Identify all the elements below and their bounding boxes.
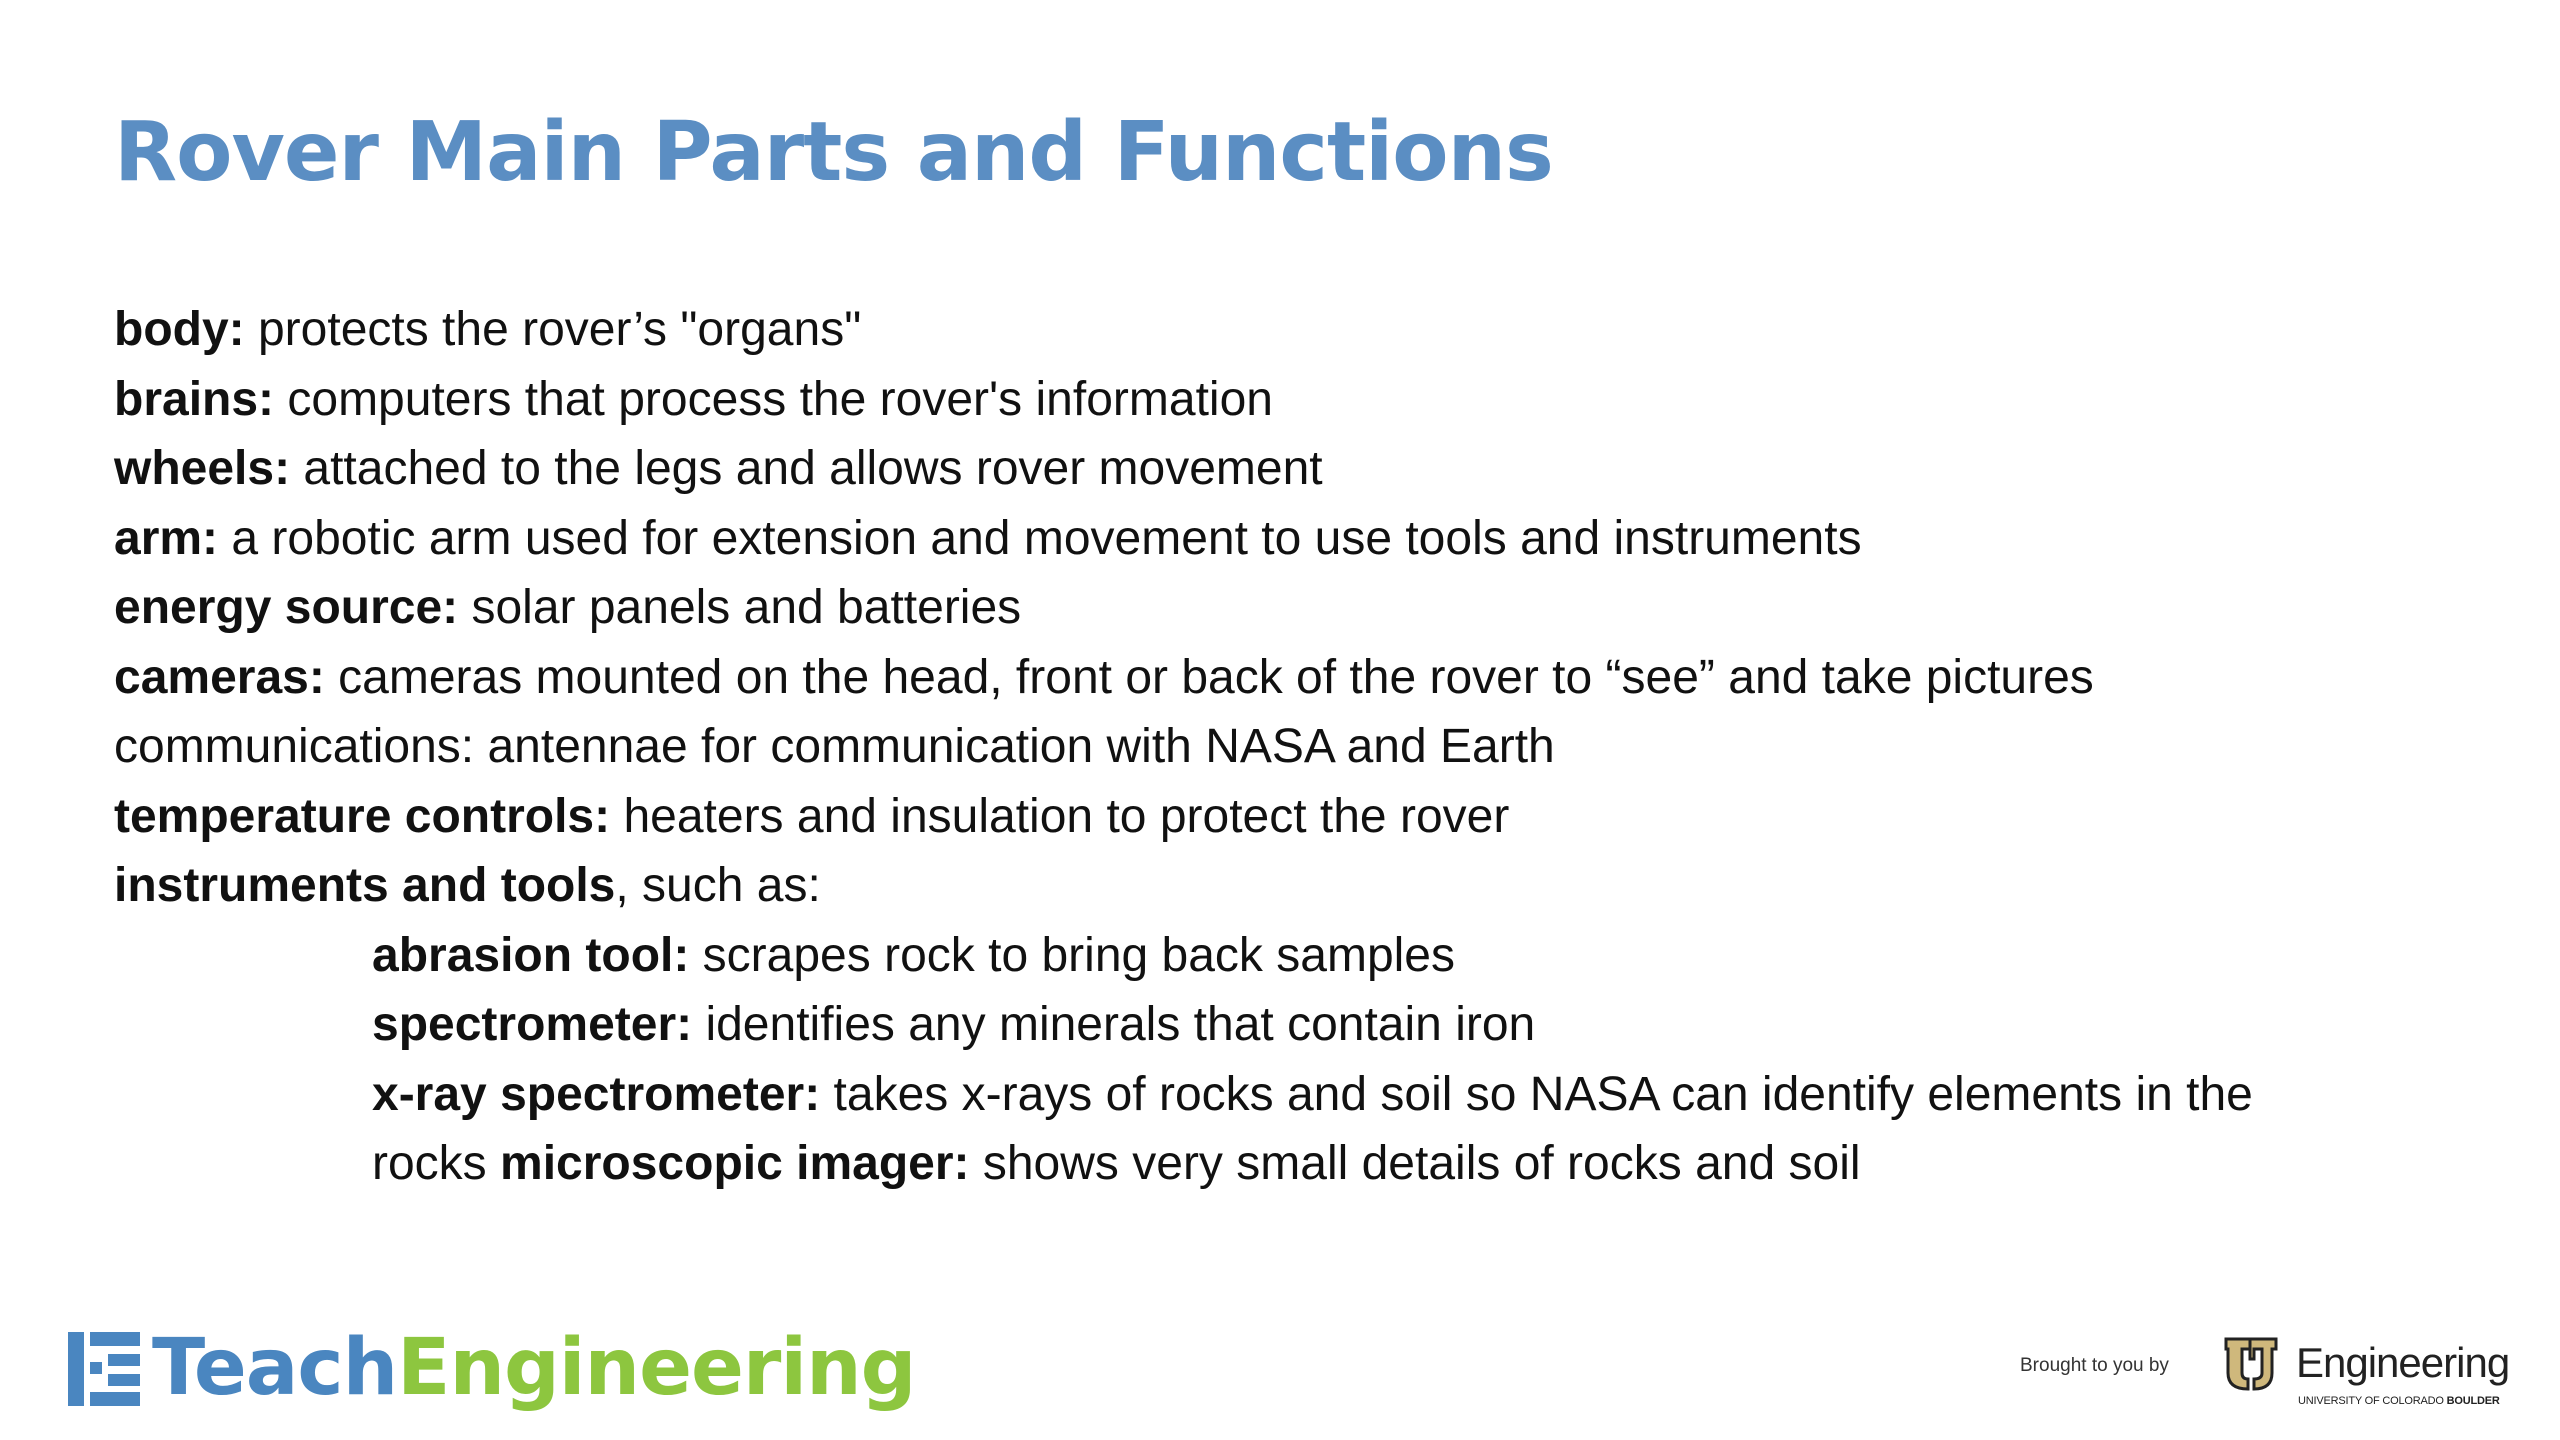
list-item-body <box>114 295 2494 365</box>
list-item-energy-source <box>114 573 2494 643</box>
slide-content <box>114 295 2494 1199</box>
te-bars-icon <box>68 1330 140 1406</box>
term-label: x-ray spectrometer: <box>372 1067 821 1121</box>
term-description: computers that process the rover's information <box>274 372 1273 426</box>
term-label: brains: <box>114 372 275 426</box>
term-description: protects the rover’s "organs" <box>244 303 862 356</box>
term-label: instruments and tools <box>114 859 616 912</box>
list-item-instruments-and-tools <box>114 851 2494 921</box>
cu-university-prefix: UNIVERSITY OF COLORADO <box>2298 1395 2447 1407</box>
logo-teach: Teach <box>152 1323 398 1413</box>
term-description: scrapes rock to bring back samples <box>689 928 1455 982</box>
term-description: communications: antennae for communication with NASA and Earth <box>114 720 1555 773</box>
sub-item-abrasion-tool <box>114 921 2494 991</box>
sub-item-microscopic-imager <box>114 1129 2494 1199</box>
logo-wordmark <box>152 1323 915 1413</box>
term-label: spectrometer: <box>372 998 693 1051</box>
term-label: cameras: <box>114 650 325 704</box>
term-label: energy source: <box>114 581 459 634</box>
brought-to-you-by: Brought to you by <box>2020 1355 2169 1376</box>
term-description: takes x-rays of rocks and soil so NASA can identify elements in the <box>820 1067 2253 1121</box>
term-description: a robotic arm used for extension and movement to use tools and instruments <box>218 511 1862 565</box>
term-label: body: <box>114 303 245 356</box>
cu-university-name <box>2298 1395 2500 1407</box>
cu-engineering-logo <box>2020 1325 2520 1415</box>
list-item-brains <box>114 365 2494 435</box>
list-item-cameras <box>114 643 2494 713</box>
term-label: arm: <box>114 511 219 565</box>
term-description: attached to the legs and allows rover movement <box>290 442 1323 495</box>
list-item-communications <box>114 712 2494 782</box>
term-description: , such as: <box>615 859 821 912</box>
cu-engineering-wordmark: Engineering <box>2296 1339 2510 1386</box>
term-description: heaters and insulation to protect the rover <box>610 789 1510 843</box>
list-item-wheels <box>114 434 2494 504</box>
cu-buffalo-icon <box>2220 1333 2282 1395</box>
term-label: wheels: <box>114 442 291 495</box>
term-description: shows very small details of rocks and soil <box>969 1137 1861 1190</box>
list-item-temperature-controls <box>114 782 2494 852</box>
term-label: abrasion tool: <box>372 928 690 982</box>
term-description: cameras mounted on the head, front or back of the rover to “see” and take pictures <box>324 650 2094 704</box>
term-prefix: rocks <box>372 1137 501 1190</box>
sub-item-spectrometer <box>114 990 2494 1060</box>
slide-title: Rover Main Parts and Functions <box>114 105 1553 200</box>
term-description: identifies any minerals that contain iron <box>692 998 1536 1051</box>
sub-item-x-ray-spectrometer <box>114 1060 2494 1130</box>
term-description: solar panels and batteries <box>458 581 1022 634</box>
term-label: microscopic imager: <box>500 1137 970 1190</box>
logo-engineering: Engineering <box>397 1323 916 1413</box>
term-label: temperature controls: <box>114 789 611 843</box>
teachengineering-logo <box>68 1318 915 1418</box>
cu-university-campus: BOULDER <box>2446 1395 2500 1407</box>
list-item-arm <box>114 504 2494 574</box>
